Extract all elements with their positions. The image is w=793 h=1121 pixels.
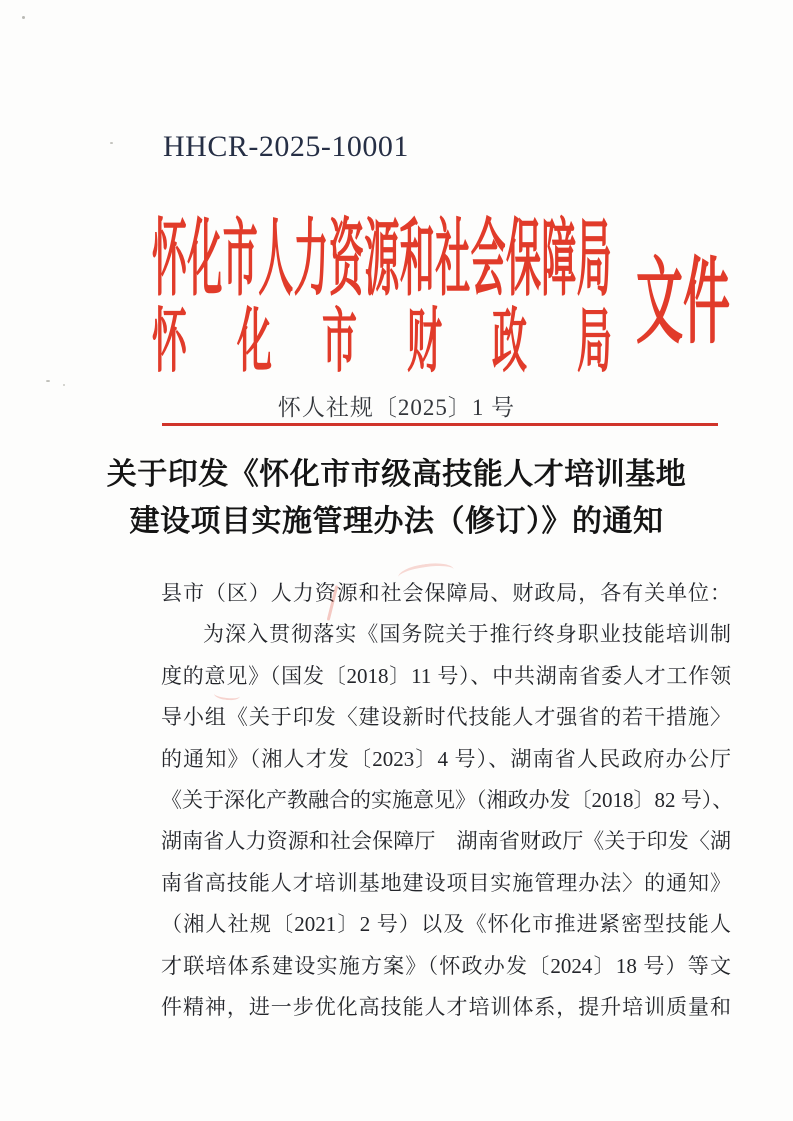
scan-artifact-speck [63,384,65,386]
body-line: 南省高技能人才培训基地建设项目实施管理办法〉的通知》 [161,870,731,895]
scan-artifact-speck [22,16,25,19]
body-line: （湘人社规〔2021〕2 号）以及《怀化市推进紧密型技能人 [161,912,731,937]
body-line: 《关于深化产教融合的实施意见》（湘政办发〔2018〕82 号）、 [161,787,734,812]
body-line: 为深入贯彻落实《国务院关于推行终身职业技能培训制 [203,622,731,647]
body-line: 才联培体系建设实施方案》（怀政办发〔2024〕18 号）等文 [161,953,731,978]
scan-artifact-speck [46,380,50,382]
scan-artifact-speck [110,142,113,144]
org-name-line-2: 怀化市财政局 [152,303,663,381]
red-separator-rule [162,423,718,426]
salutation-line: 县市（区）人力资源和社会保障局、财政局，各有关单位： [161,581,731,605]
doc-type-label: 文件 [636,252,730,356]
org-name-line-1: 怀化市人力资源和社会保障局 [152,213,613,307]
title-line-2: 建设项目实施管理办法（修订）》的通知 [129,505,664,538]
document-number: 怀人社规〔2025〕1 号 [277,395,516,420]
document-code: HHCR-2025-10001 [163,130,409,163]
body-line: 件精神，进一步优化高技能人才培训体系，提升培训质量和 [161,994,731,1019]
body-line: 度的意见》（国发〔2018〕11 号）、中共湖南省委人才工作领 [161,663,731,688]
body-line: 的通知》（湘人才发〔2023〕4 号）、湖南省人民政府办公厅 [161,746,731,771]
body-line: 湖南省人力资源和社会保障厅 湖南省财政厅《关于印发〈湖 [161,829,731,854]
body-line: 导小组《关于印发〈建设新时代技能人才强省的若干措施〉 [161,705,731,730]
title-line-1: 关于印发《怀化市市级高技能人才培训基地 [106,458,687,491]
document-title [0,451,793,545]
document-body [161,573,734,1028]
